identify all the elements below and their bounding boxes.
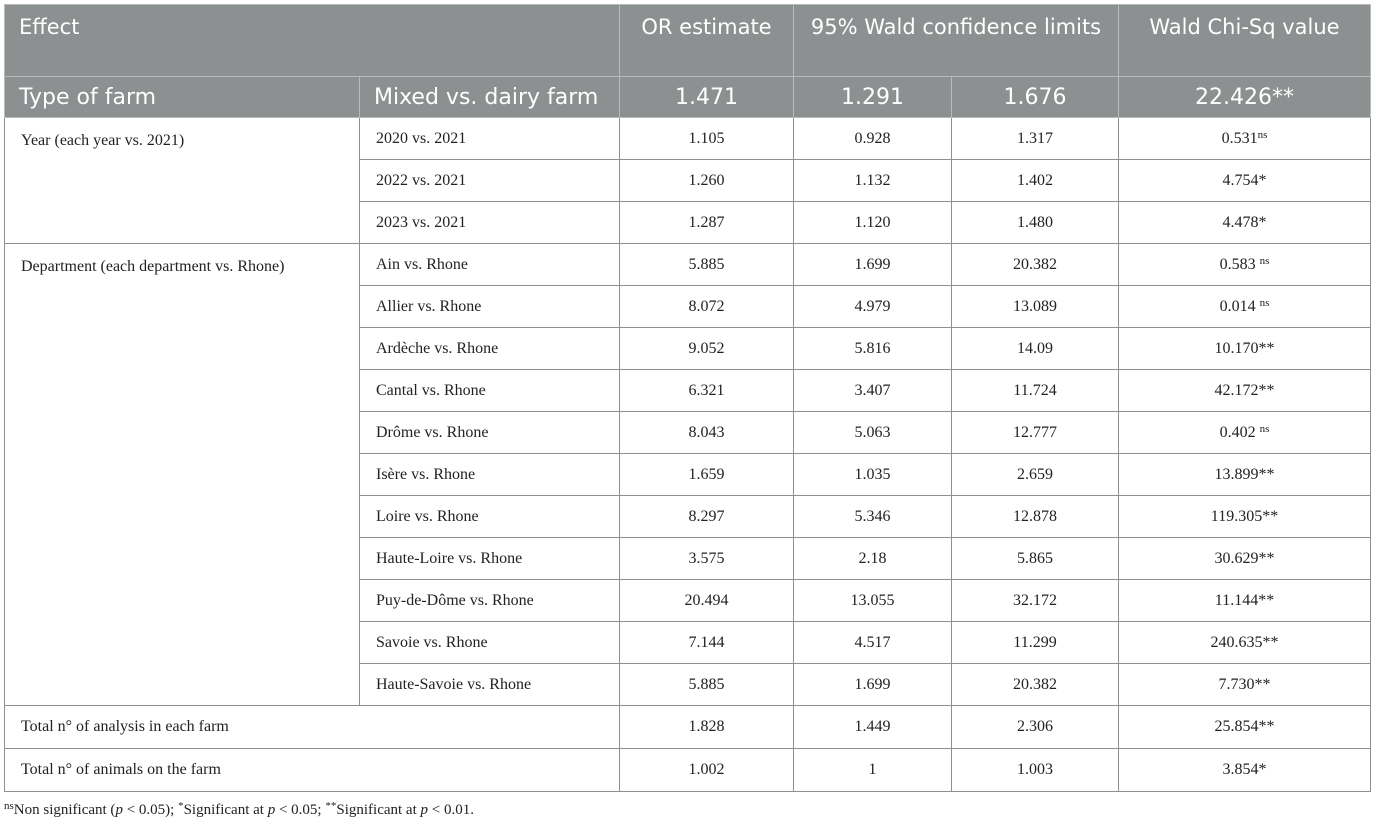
table-body xyxy=(5,118,1371,792)
chisq-value: 11.144** xyxy=(1214,591,1275,609)
header-row-farm-type xyxy=(5,77,1371,118)
comparison-cell: Savoie vs. Rhone xyxy=(360,622,620,664)
upper-limit-cell: 1.317 xyxy=(952,118,1119,160)
comparison-cell: Isère vs. Rhone xyxy=(360,454,620,496)
or-estimate-cell: 1.105 xyxy=(620,118,794,160)
chisq-value: 0.583 xyxy=(1219,256,1260,273)
footnote-s2-marker: ** xyxy=(325,800,337,812)
upper-limit-cell: 1.480 xyxy=(952,202,1119,244)
lower-limit-cell: 5.063 xyxy=(794,412,952,454)
lower-limit-cell: 1.699 xyxy=(794,244,952,286)
footnote-ns-condition: < 0.05); xyxy=(122,802,179,818)
total-label: Total n° of animals on the farm xyxy=(5,749,620,792)
lower-limit-cell: 1 xyxy=(794,749,952,792)
total-row xyxy=(5,749,1371,792)
or-estimate-cell: 1.287 xyxy=(620,202,794,244)
footnote-p-symbol: p xyxy=(115,802,123,818)
upper-limit-cell: 12.878 xyxy=(952,496,1119,538)
chisq-cell xyxy=(1119,160,1371,202)
footnote-ns-marker: ns xyxy=(4,800,14,812)
footnote-s2-text: Significant at xyxy=(336,802,421,818)
footnote-p-symbol: p xyxy=(267,802,276,818)
or-estimate-cell: 8.072 xyxy=(620,286,794,328)
comparison-cell: Loire vs. Rhone xyxy=(360,496,620,538)
chisq-value: 119.305** xyxy=(1210,507,1279,525)
chisq-value: 7.730** xyxy=(1218,675,1271,693)
upper-limit-cell: 2.306 xyxy=(952,706,1119,749)
farm-type-label: Type of farm xyxy=(5,77,360,118)
lower-limit-cell: 13.055 xyxy=(794,580,952,622)
footnote-s1-condition: < 0.05; xyxy=(275,802,326,818)
farm-type-comparison: Mixed vs. dairy farm xyxy=(360,77,620,118)
chisq-value: 0.402 xyxy=(1219,424,1260,441)
upper-limit-cell: 1.003 xyxy=(952,749,1119,792)
farm-type-chisq: 22.426** xyxy=(1119,77,1371,118)
odds-ratio-table xyxy=(4,4,1371,792)
or-estimate-cell: 6.321 xyxy=(620,370,794,412)
upper-limit-cell: 32.172 xyxy=(952,580,1119,622)
comparison-cell: Ain vs. Rhone xyxy=(360,244,620,286)
lower-limit-cell: 1.035 xyxy=(794,454,952,496)
upper-limit-cell: 20.382 xyxy=(952,664,1119,706)
table-header xyxy=(5,5,1371,118)
lower-limit-cell: 3.407 xyxy=(794,370,952,412)
total-row xyxy=(5,706,1371,749)
chisq-cell xyxy=(1119,370,1371,412)
or-estimate-cell: 5.885 xyxy=(620,244,794,286)
chisq-value: 4.478* xyxy=(1222,213,1267,231)
lower-limit-cell: 1.699 xyxy=(794,664,952,706)
footnote-ns-text: Non significant ( xyxy=(13,802,116,818)
comparison-cell: Puy-de-Dôme vs. Rhone xyxy=(360,580,620,622)
chisq-cell xyxy=(1119,538,1371,580)
upper-limit-cell: 1.402 xyxy=(952,160,1119,202)
comparison-cell: 2022 vs. 2021 xyxy=(360,160,620,202)
chisq-value: 4.754* xyxy=(1222,171,1267,189)
farm-type-lower: 1.291 xyxy=(794,77,952,118)
footnote-s1-text: Significant at xyxy=(183,802,268,818)
or-estimate-cell: 20.494 xyxy=(620,580,794,622)
or-estimate-cell: 8.297 xyxy=(620,496,794,538)
or-estimate-cell: 1.659 xyxy=(620,454,794,496)
upper-limit-cell: 11.724 xyxy=(952,370,1119,412)
or-estimate-cell: 9.052 xyxy=(620,328,794,370)
or-estimate-cell: 1.828 xyxy=(620,706,794,749)
table-footnote xyxy=(4,800,474,819)
or-estimate-cell: 5.885 xyxy=(620,664,794,706)
header-row-1 xyxy=(5,5,1371,77)
lower-limit-cell: 4.517 xyxy=(794,622,952,664)
comparison-cell: Cantal vs. Rhone xyxy=(360,370,620,412)
group-label: Year (each year vs. 2021) xyxy=(5,118,360,244)
chisq-cell xyxy=(1119,286,1371,328)
chisq-value: 42.172** xyxy=(1214,381,1275,399)
comparison-cell: Allier vs. Rhone xyxy=(360,286,620,328)
comparison-cell: Ardèche vs. Rhone xyxy=(360,328,620,370)
chisq-value: 240.635** xyxy=(1210,633,1279,651)
footnote-s2-condition: < 0.01. xyxy=(428,802,474,818)
chisq-cell xyxy=(1119,580,1371,622)
chisq-cell xyxy=(1119,454,1371,496)
chisq-cell: 3.854* xyxy=(1119,749,1371,792)
upper-limit-cell: 2.659 xyxy=(952,454,1119,496)
chisq-cell xyxy=(1119,244,1371,286)
comparison-cell: 2020 vs. 2021 xyxy=(360,118,620,160)
upper-limit-cell: 20.382 xyxy=(952,244,1119,286)
chisq-cell: 25.854** xyxy=(1119,706,1371,749)
lower-limit-cell: 1.449 xyxy=(794,706,952,749)
total-label: Total n° of analysis in each farm xyxy=(5,706,620,749)
header-effect: Effect xyxy=(5,5,620,77)
comparison-cell: Haute-Loire vs. Rhone xyxy=(360,538,620,580)
chisq-cell xyxy=(1119,412,1371,454)
footnote-s1-marker: * xyxy=(178,800,184,812)
lower-limit-cell: 2.18 xyxy=(794,538,952,580)
table-row xyxy=(5,244,1371,286)
chisq-cell xyxy=(1119,496,1371,538)
chisq-value: 13.899** xyxy=(1214,465,1275,483)
chisq-cell xyxy=(1119,664,1371,706)
significance-marker: ns xyxy=(1259,423,1270,435)
upper-limit-cell: 13.089 xyxy=(952,286,1119,328)
upper-limit-cell: 11.299 xyxy=(952,622,1119,664)
chisq-cell xyxy=(1119,328,1371,370)
lower-limit-cell: 5.346 xyxy=(794,496,952,538)
lower-limit-cell: 4.979 xyxy=(794,286,952,328)
significance-marker: ns xyxy=(1259,297,1270,309)
comparison-cell: Haute-Savoie vs. Rhone xyxy=(360,664,620,706)
farm-type-or: 1.471 xyxy=(620,77,794,118)
header-wald-limits: 95% Wald confidence limits xyxy=(794,5,1119,77)
chisq-cell xyxy=(1119,622,1371,664)
or-estimate-cell: 1.002 xyxy=(620,749,794,792)
comparison-cell: Drôme vs. Rhone xyxy=(360,412,620,454)
chisq-value: 30.629** xyxy=(1214,549,1275,567)
lower-limit-cell: 1.132 xyxy=(794,160,952,202)
group-label: Department (each department vs. Rhone) xyxy=(5,244,360,706)
table-row xyxy=(5,118,1371,160)
farm-type-upper: 1.676 xyxy=(952,77,1119,118)
comparison-cell: 2023 vs. 2021 xyxy=(360,202,620,244)
lower-limit-cell: 1.120 xyxy=(794,202,952,244)
upper-limit-cell: 14.09 xyxy=(952,328,1119,370)
header-wald-chisq: Wald Chi-Sq value xyxy=(1119,5,1371,77)
or-estimate-cell: 7.144 xyxy=(620,622,794,664)
significance-marker: ns xyxy=(1259,255,1270,267)
significance-marker: ns xyxy=(1257,129,1268,141)
header-or-estimate: OR estimate xyxy=(620,5,794,77)
lower-limit-cell: 5.816 xyxy=(794,328,952,370)
chisq-value: 10.170** xyxy=(1214,339,1275,357)
upper-limit-cell: 12.777 xyxy=(952,412,1119,454)
or-estimate-cell: 3.575 xyxy=(620,538,794,580)
chisq-value: 0.531 xyxy=(1221,130,1258,147)
or-estimate-cell: 1.260 xyxy=(620,160,794,202)
chisq-cell xyxy=(1119,118,1371,160)
chisq-value: 0.014 xyxy=(1219,298,1260,315)
footnote-p-symbol: p xyxy=(420,802,429,818)
results-table-container xyxy=(4,4,1370,792)
upper-limit-cell: 5.865 xyxy=(952,538,1119,580)
lower-limit-cell: 0.928 xyxy=(794,118,952,160)
chisq-cell xyxy=(1119,202,1371,244)
or-estimate-cell: 8.043 xyxy=(620,412,794,454)
